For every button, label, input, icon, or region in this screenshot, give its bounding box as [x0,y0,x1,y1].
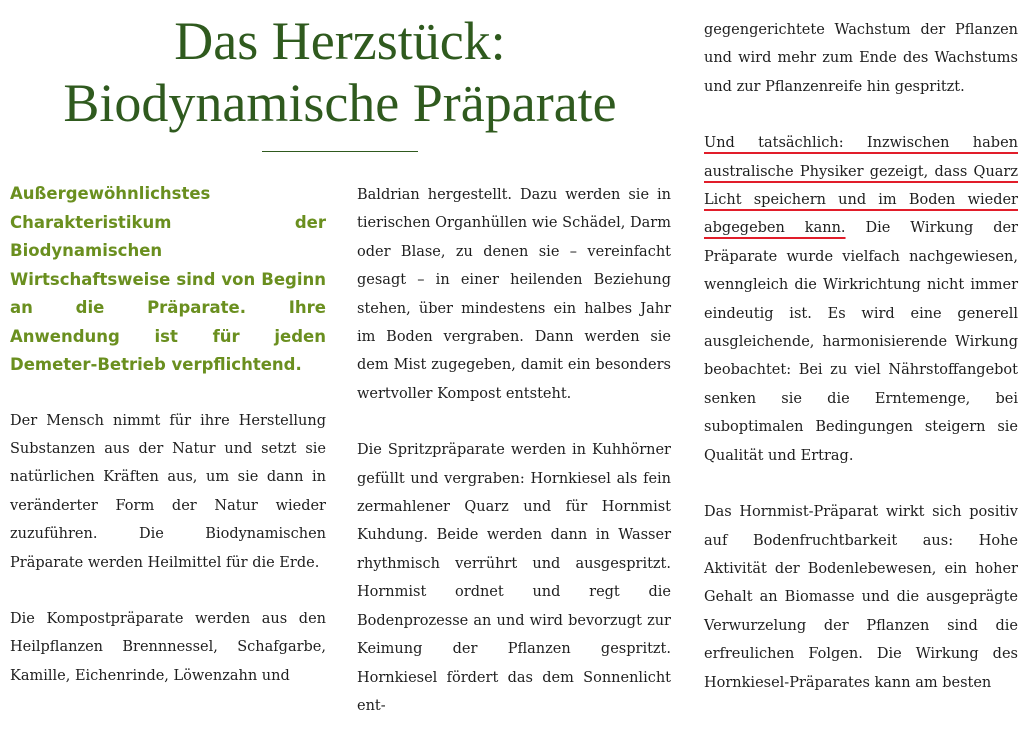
column-2 [357,175,671,748]
column-3 [704,16,1018,725]
title-line-1: Das Herzstück: [174,11,506,71]
column-2-paragraph-1: Baldrian hergestellt. Dazu werden sie in tierischen Organhüllen wie Schädel, Darm oder Blase, zu denen sie – vereinfacht gesagt – in einer heilenden Beziehung stehen, über mindestens ein halbes Jahr im Boden vergraben. Dann werden sie dem Mist zugegeben, damit ein besonders wertvoller Kompost entsteht. [357,187,671,402]
title-line-2: Biodynamische Präparate [63,73,617,133]
column-3-paragraph-2 [704,129,1018,470]
column-1-paragraph-2: Die Kompostpräparate werden aus den Heilpflanzen Brennnessel, Schafgarbe, Kamille, Eichenrinde, Löwenzahn und [10,610,326,684]
column-3-paragraph-3: Das Hornmist-Präparat wirkt sich positiv auf Bodenfruchtbarkeit aus: Hohe Aktivität der Bodenlebewesen, ein hoher Gehalt an Biomasse und die ausgeprägte Verwurzelung der Pflanzen sind die erfreulichen Folgen. Die Wirkung des Hornkiesel-Präparates kann am besten [704,504,1018,691]
column-3-paragraph-1: gegengerichtete Wachstum der Pflanzen und wird mehr zum Ende des Wachstums und zur Pflanzenreife hin gespritzt. [704,22,1018,95]
column-1-paragraph-1: Der Mensch nimmt für ihre Herstellung Substanzen aus der Natur und setzt sie natürlichen Kräften aus, um sie dann in veränderter Form der Natur wieder zuzuführen. Die Biodynamischen Präparate werden Heilmittel für die Erde. [10,412,326,571]
page-title [10,10,670,134]
column-3-paragraph-2-rest: Die Wirkung der Präparate wurde vielfach nachgewiesen, wenngleich die Wirkrichtung nicht immer eindeutig ist. Es wird eine generell ausgleichende, harmonisierende Wirkung beobachtet: Bei zu viel Nährstoffangebot senken sie die Erntemenge, bei suboptimalen Bedingungen steigern sie Qualität und Ertrag. [704,220,1018,464]
red-underlined-highlight: Und tatsächlich: Inzwischen haben australische Physiker gezeigt, dass Quarz Licht speichern und im Boden wieder abgegeben kann. [704,135,1018,237]
column-2-paragraph-2: Die Spritzpräparate werden in Kuhhörner gefüllt und vergraben: Hornkiesel als fein zermahlener Quarz und für Hornmist Kuhdung. Beide werden dann in Wasser rhythmisch verrührt und ausgespritzt. Hornmist ordnet und regt die Bodenprozesse an und wird bevorzugt zur Keimung der Pflanzen gespritzt. Hornkiesel fördert das dem Sonnenlicht ent- [357,442,671,714]
column-1 [10,175,326,718]
title-divider [262,151,418,152]
lead-paragraph: Außergewöhnlichstes Charakteristikum der Biodynamischen Wirtschaftsweise sind von Beginn an die Präparate. Ihre Anwendung ist für jeden Demeter-Betrieb verpflichtend. [10,184,326,374]
